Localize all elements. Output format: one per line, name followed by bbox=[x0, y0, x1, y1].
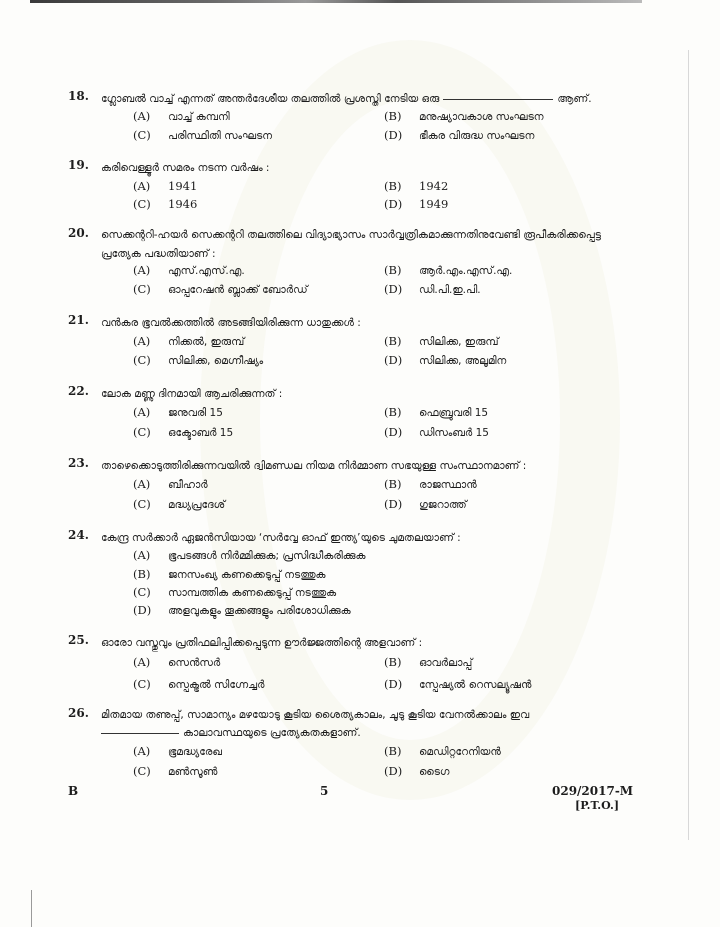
option-a: (A) ജനുവരി 15 bbox=[133, 405, 223, 419]
question-text: മിതമായ തണുപ്പ്, സാമാന്യം മഴയോടു കൂടിയ ശൈത്യകാലം, ചൂടു കൂടിയ വേനൽക്കാലം ഇവ കാലാവസ്ഥയുടെ പ്രത്യേകതകളാണ്. bbox=[101, 709, 530, 739]
option-a: (A) ഭൂപടങ്ങൾ നിർമ്മിക്കുക; പ്രസിദ്ധീകരിക്കുക bbox=[133, 548, 366, 562]
option-c: (C) ഒക്ടോബർ 15 bbox=[133, 425, 234, 439]
option-c: (C) മൺസൂൺ bbox=[133, 764, 218, 778]
question-number: 19. bbox=[68, 158, 89, 172]
option-c: (C) പരിസ്ഥിതി സംഘടന bbox=[133, 128, 273, 142]
option-b: (B) രാജസ്ഥാൻ bbox=[384, 477, 477, 491]
question-number: 20. bbox=[68, 226, 89, 240]
option-a: (A) വാച്ച് കമ്പനി bbox=[133, 109, 230, 123]
question-number: 26. bbox=[68, 706, 89, 720]
question-text: വൻകര ഭൂവൽക്കത്തിൽ അടങ്ങിയിരിക്കുന്ന ധാതുക്കൾ : bbox=[101, 317, 361, 329]
scan-edge-band bbox=[30, 0, 642, 3]
option-a: (A) ബീഹാർ bbox=[133, 477, 208, 491]
option-d: (D) സ്പേഷ്യൽ റെസല്യൂഷൻ bbox=[384, 677, 532, 691]
option-d: (D) ഗുജറാത്ത് bbox=[384, 497, 467, 511]
option-a: (A) സെൻസർ bbox=[133, 655, 221, 669]
question-number: 25. bbox=[68, 633, 89, 647]
paper-code: 029/2017-M bbox=[552, 784, 634, 798]
question-text: കരിവെള്ളൂർ സമരം നടന്ന വർഷം : bbox=[101, 162, 270, 174]
option-b: (B) മെഡിറ്ററേനിയൻ bbox=[384, 744, 501, 758]
answer-blank bbox=[443, 99, 553, 100]
option-a: (A) എസ്.എസ്.എ. bbox=[133, 263, 245, 277]
option-d: (D) ഭീകര വിരുദ്ധ സംഘടന bbox=[384, 128, 535, 142]
question-number: 18. bbox=[68, 89, 89, 103]
option-a: (A) 1941 bbox=[133, 179, 198, 193]
question-text: സെക്കന്ററി-ഹയർ സെക്കന്ററി തലത്തിലെ വിദ്യാഭ്യാസം സാർവ്വത്രികമാക്കുന്നതിനുവേണ്ടി രൂപീകരിക്കപ്പെട്ട പ്രത്യേക പദ്ധതിയാണ് : bbox=[101, 229, 601, 260]
option-c: (C) ഓപ്പറേഷൻ ബ്ലാക്ക് ബോർഡ് bbox=[133, 282, 308, 296]
option-b: (B) ഓവർലാപ്പ് bbox=[384, 655, 473, 669]
question-text: ഗ്ലോബൽ വാച്ച് എന്നത് അന്തർദേശീയ തലത്തിൽ പ്രശസ്തി നേടിയ ഒരു ആണ്. bbox=[101, 93, 592, 105]
option-d: (D) 1949 bbox=[384, 197, 449, 211]
option-a: (A) നിക്കൽ, ഇരുമ്പ് bbox=[133, 334, 245, 348]
option-b: (B) സിലിക്ക, ഇരുമ്പ് bbox=[384, 334, 499, 348]
page-number: 5 bbox=[320, 784, 329, 798]
question-text: താഴെക്കൊടുത്തിരിക്കുന്നവയിൽ ദ്വിമണ്ഡല നിയമ നിർമ്മാണ സഭയുള്ള സംസ്ഥാനമാണ് : bbox=[101, 460, 527, 472]
scan-edge-line bbox=[31, 890, 32, 927]
question-number: 23. bbox=[68, 456, 89, 470]
please-turn-over: [P.T.O.] bbox=[575, 799, 620, 812]
option-b: (B) ഫെബ്രുവരി 15 bbox=[384, 405, 489, 419]
option-d: (D) ടൈഗ bbox=[384, 764, 450, 778]
question-number: 22. bbox=[68, 384, 89, 398]
booklet-series: B bbox=[68, 784, 79, 798]
option-c: (C) 1946 bbox=[133, 197, 198, 211]
question-text: കേന്ദ്ര സർക്കാർ ഏജൻസിയായ ‘സർവ്വേ ഓഫ് ഇന്ത്യ’യുടെ ചുമതലയാണ് : bbox=[101, 532, 461, 544]
option-a: (A) ഭൂമദ്ധ്യരേഖ bbox=[133, 744, 222, 758]
option-b: (B) ജനസംഖ്യ കണക്കെടുപ്പ് നടത്തുക bbox=[133, 567, 326, 581]
question-text: ലോക മണ്ണു ദിനമായി ആചരിക്കുന്നത് : bbox=[101, 388, 283, 400]
option-c: (C) സ്പെക്ട്രൽ സിഗ്നേച്ചർ bbox=[133, 677, 265, 691]
question-number: 24. bbox=[68, 528, 89, 542]
scan-edge-line bbox=[688, 50, 689, 840]
answer-blank bbox=[101, 733, 179, 734]
option-d: (D) അളവുകളും തൂക്കങ്ങളും പരിശോധിക്കുക bbox=[133, 603, 351, 617]
option-b: (B) മനുഷ്യാവകാശ സംഘടന bbox=[384, 109, 544, 123]
option-b: (B) 1942 bbox=[384, 179, 449, 193]
question-text: ഓരോ വസ്തുവും പ്രതിഫലിപ്പിക്കപ്പെടുന്ന ഊർജ്ജത്തിന്റെ അളവാണ് : bbox=[101, 637, 423, 649]
question-number: 21. bbox=[68, 313, 89, 327]
option-c: (C) സിലിക്ക, മെഗ്നീഷ്യം bbox=[133, 353, 264, 367]
option-c: (C) മദ്ധ്യപ്രദേശ് bbox=[133, 497, 226, 511]
option-b: (B) ആർ.എം.എസ്.എ. bbox=[384, 263, 513, 277]
option-d: (D) ഡിസംബർ 15 bbox=[384, 425, 489, 439]
option-d: (D) സിലിക്ക, അലൂമിന bbox=[384, 353, 507, 367]
option-c: (C) സാമ്പത്തിക കണക്കെടുപ്പ് നടത്തുക bbox=[133, 585, 337, 599]
option-d: (D) ഡി.പി.ഇ.പി. bbox=[384, 282, 481, 296]
